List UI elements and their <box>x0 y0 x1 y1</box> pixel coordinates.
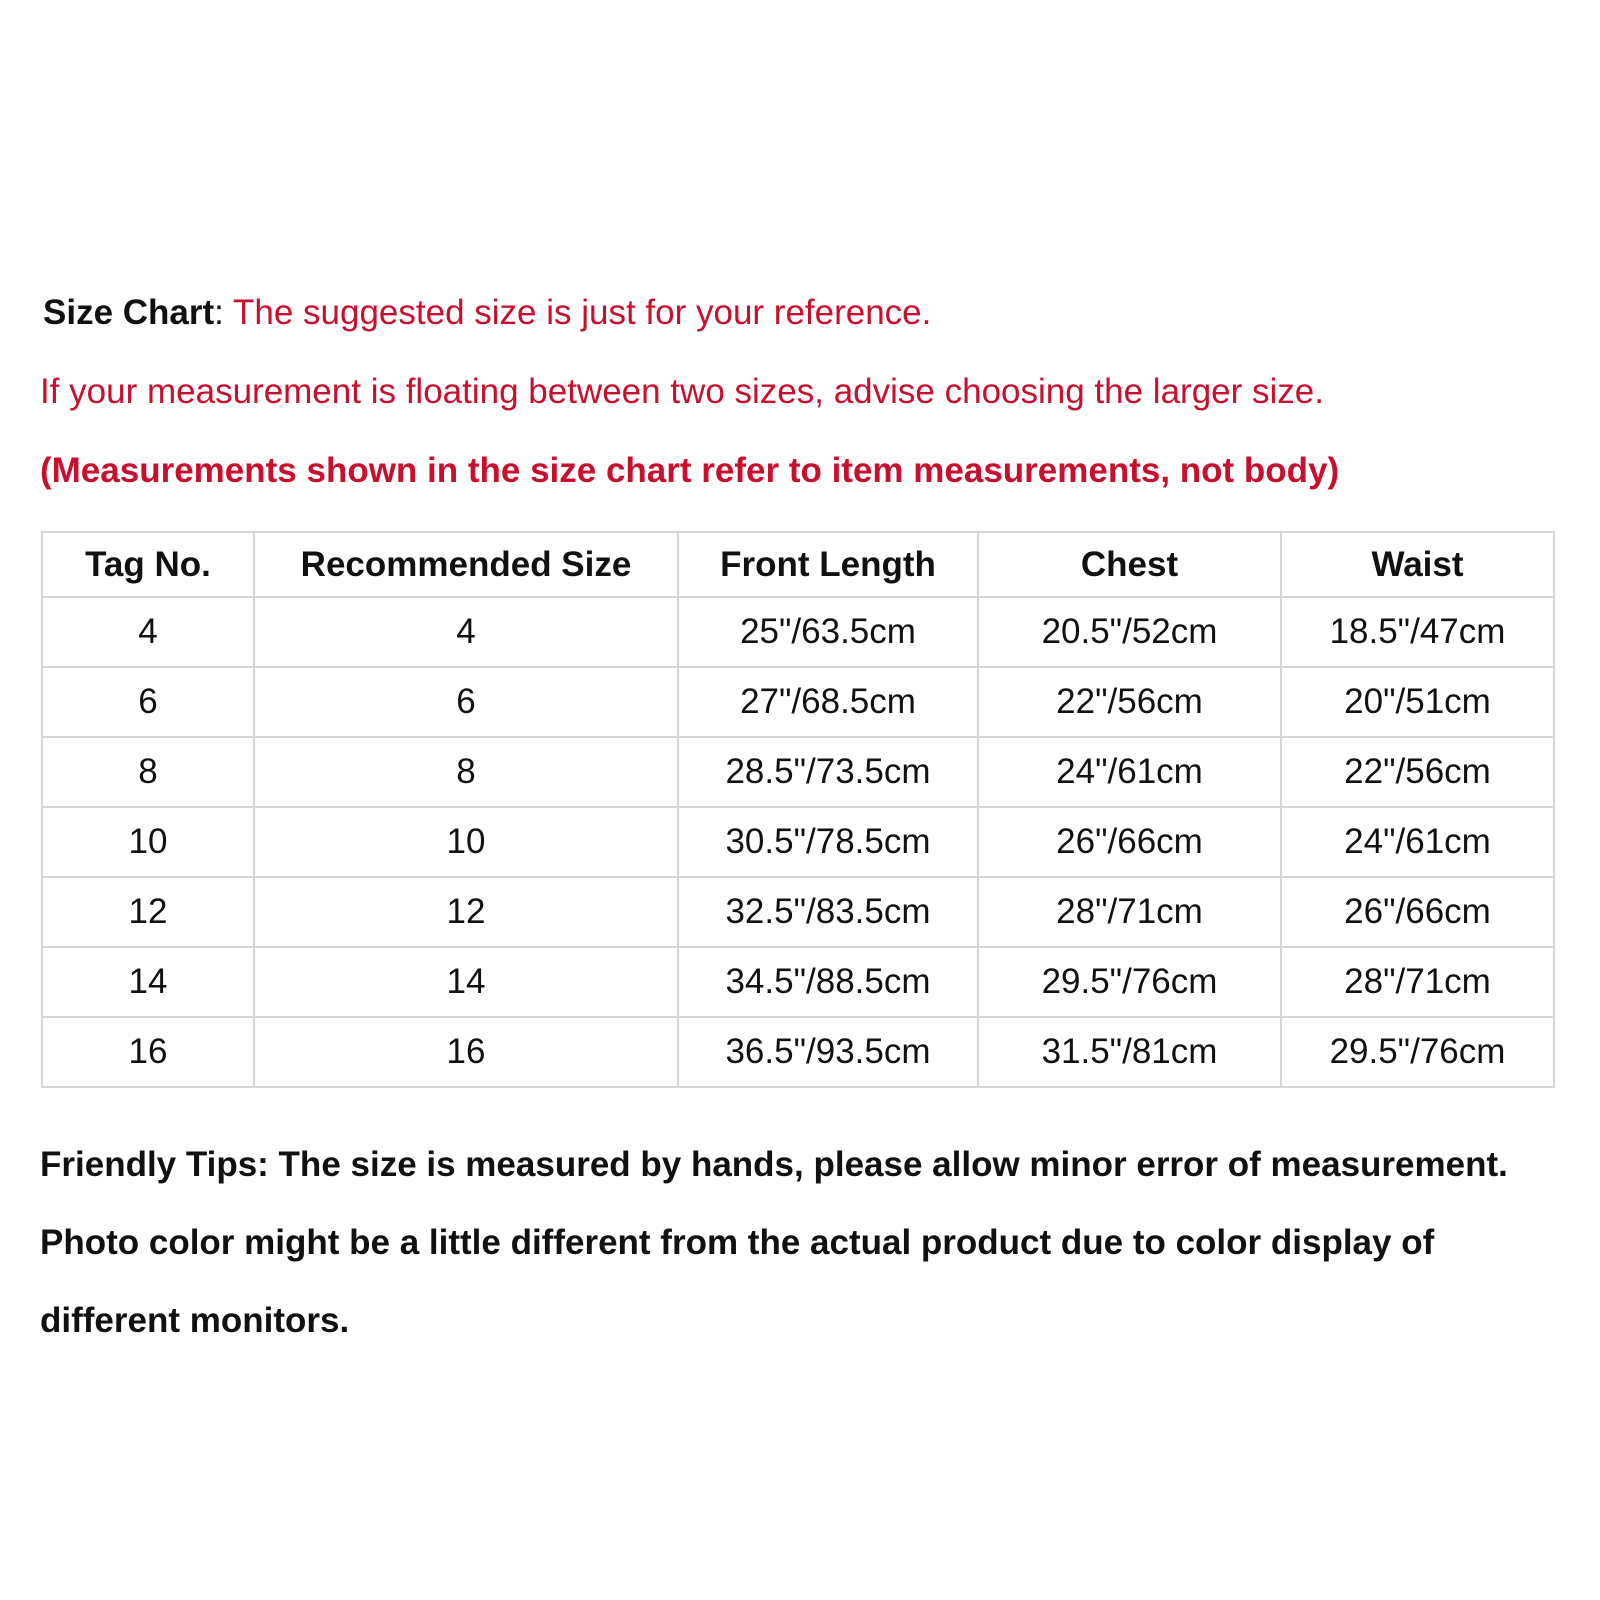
cell-waist: 20"/51cm <box>1281 667 1554 737</box>
cell-waist: 24"/61cm <box>1281 807 1554 877</box>
cell-tag-no: 10 <box>42 807 254 877</box>
header-front-length: Front Length <box>678 532 978 597</box>
table-header-row <box>42 532 1554 597</box>
cell-front-length: 32.5"/83.5cm <box>678 877 978 947</box>
cell-chest: 22"/56cm <box>978 667 1281 737</box>
photo-color-note-continued: different monitors. <box>40 1301 350 1340</box>
cell-front-length: 30.5"/78.5cm <box>678 807 978 877</box>
size-chart-reference-note: The suggested size is just for your reference. <box>223 293 932 332</box>
size-chart-label: Size Chart <box>43 293 215 332</box>
cell-tag-no: 4 <box>42 597 254 667</box>
cell-waist: 28"/71cm <box>1281 947 1554 1017</box>
cell-front-length: 25"/63.5cm <box>678 597 978 667</box>
cell-tag-no: 12 <box>42 877 254 947</box>
cell-chest: 31.5"/81cm <box>978 1017 1281 1087</box>
table-row <box>42 1017 1554 1087</box>
photo-color-note: Photo color might be a little different from the actual product due to color display of <box>40 1223 1435 1262</box>
cell-chest: 28"/71cm <box>978 877 1281 947</box>
cell-recommended-size: 8 <box>254 737 678 807</box>
table-row <box>42 807 1554 877</box>
header-recommended-size: Recommended Size <box>254 532 678 597</box>
cell-recommended-size: 10 <box>254 807 678 877</box>
cell-recommended-size: 16 <box>254 1017 678 1087</box>
table-row <box>42 597 1554 667</box>
larger-size-advice: If your measurement is floating between two sizes, advise choosing the larger size. <box>40 372 1324 411</box>
table-row <box>42 877 1554 947</box>
friendly-tips: Friendly Tips: The size is measured by hands, please allow minor error of measurement. <box>40 1145 1508 1184</box>
table-row <box>42 947 1554 1017</box>
cell-waist: 22"/56cm <box>1281 737 1554 807</box>
cell-recommended-size: 6 <box>254 667 678 737</box>
cell-recommended-size: 14 <box>254 947 678 1017</box>
size-table <box>41 531 1555 1088</box>
cell-chest: 20.5"/52cm <box>978 597 1281 667</box>
cell-tag-no: 8 <box>42 737 254 807</box>
table-row <box>42 737 1554 807</box>
cell-chest: 24"/61cm <box>978 737 1281 807</box>
cell-front-length: 27"/68.5cm <box>678 667 978 737</box>
size-chart-heading <box>43 293 931 333</box>
size-chart-separator: : <box>214 293 224 332</box>
cell-tag-no: 14 <box>42 947 254 1017</box>
header-waist: Waist <box>1281 532 1554 597</box>
table-row <box>42 667 1554 737</box>
cell-tag-no: 16 <box>42 1017 254 1087</box>
cell-front-length: 34.5"/88.5cm <box>678 947 978 1017</box>
cell-waist: 18.5"/47cm <box>1281 597 1554 667</box>
cell-recommended-size: 12 <box>254 877 678 947</box>
cell-chest: 29.5"/76cm <box>978 947 1281 1017</box>
cell-waist: 26"/66cm <box>1281 877 1554 947</box>
cell-waist: 29.5"/76cm <box>1281 1017 1554 1087</box>
cell-chest: 26"/66cm <box>978 807 1281 877</box>
cell-tag-no: 6 <box>42 667 254 737</box>
cell-recommended-size: 4 <box>254 597 678 667</box>
item-measurement-note: (Measurements shown in the size chart refer to item measurements, not body) <box>40 451 1340 490</box>
header-chest: Chest <box>978 532 1281 597</box>
cell-front-length: 36.5"/93.5cm <box>678 1017 978 1087</box>
header-tag-no: Tag No. <box>42 532 254 597</box>
cell-front-length: 28.5"/73.5cm <box>678 737 978 807</box>
